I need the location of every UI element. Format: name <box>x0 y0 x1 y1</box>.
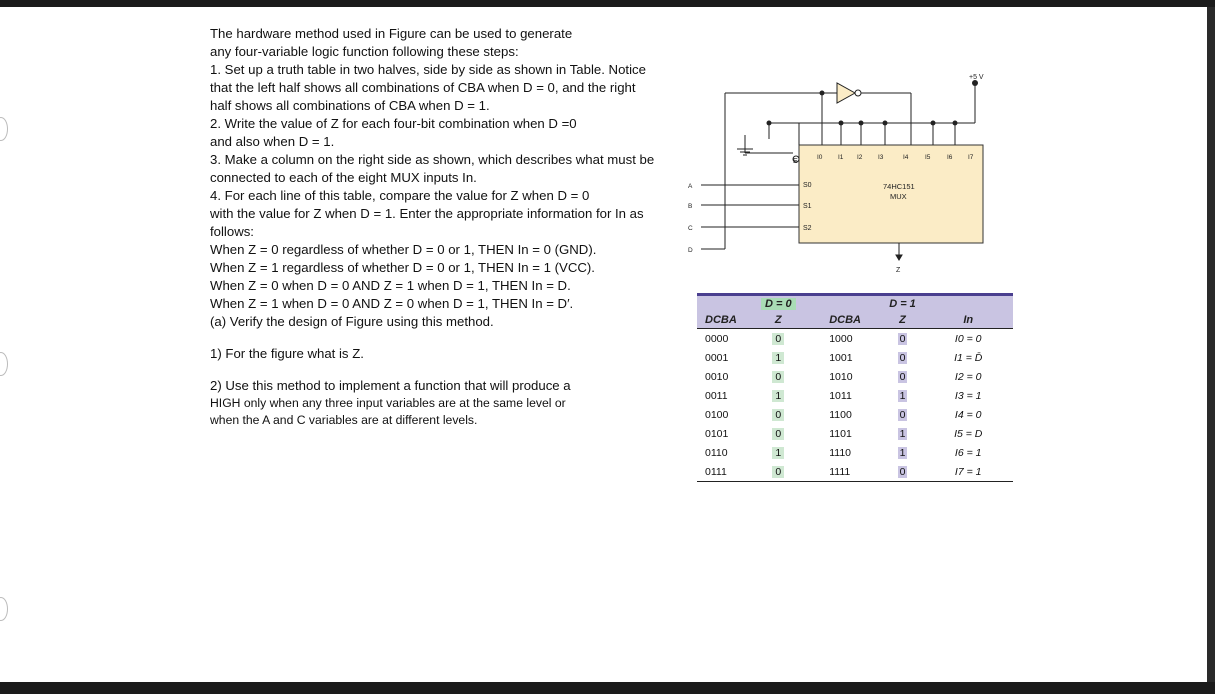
step-3: connected to each of the eight MUX inputs In. <box>210 170 477 185</box>
table-cell: I5 = D <box>954 427 983 440</box>
table-cell: 0 <box>772 409 784 421</box>
table-cell: 0 <box>899 351 906 364</box>
table-cell: 1011 <box>829 389 852 402</box>
table-cell: 1 <box>899 446 906 459</box>
group-d0-label: D = 0 <box>761 298 796 310</box>
step-1: 1. Set up a truth table in two halves, side by side as shown in Table. Notice <box>210 62 646 77</box>
table-cell: I6 = 1 <box>954 446 982 459</box>
column-header: Z <box>899 314 906 326</box>
table-cell: 0001 <box>705 351 729 364</box>
table-cell: I0 = 0 <box>954 332 982 345</box>
table-row <box>697 443 1013 462</box>
question-2: when the A and C variables are at different levels. <box>210 412 478 427</box>
table-row <box>697 329 1013 349</box>
document-page <box>0 7 1207 682</box>
data-label: I2 <box>857 154 863 161</box>
chip-type: MUX <box>890 192 907 201</box>
table-row <box>697 386 1013 405</box>
truth-table <box>697 293 1013 482</box>
intro-line: any four-variable logic function following these steps: <box>210 44 519 59</box>
intro-line: The hardware method used in Figure can be used to generate <box>210 26 573 41</box>
window-edge <box>1207 7 1215 682</box>
input-label: B <box>688 203 693 210</box>
question-2: 2) Use this method to implement a function that will produce a <box>210 378 571 393</box>
table-cell: 0 <box>772 371 784 383</box>
table-cell: 1110 <box>829 446 852 459</box>
rule: When Z = 0 when D = 0 AND Z = 1 when D = 1, THEN In = D. <box>210 278 571 293</box>
chip-name: 74HC151 <box>883 182 915 191</box>
select-label: S2 <box>803 225 812 232</box>
step-2: and also when D = 1. <box>210 134 335 149</box>
table-cell: 0110 <box>705 446 728 459</box>
table-cell: 1 <box>772 352 784 364</box>
table-cell: 1000 <box>829 332 853 345</box>
table-cell: I1 = D̄ <box>954 351 983 364</box>
table-cell: 0101 <box>705 427 729 440</box>
step-4: with the value for Z when D = 1. Enter the appropriate information for In as <box>210 206 644 221</box>
column-header: DCBA <box>829 314 861 326</box>
table-row <box>697 367 1013 386</box>
table-row <box>697 348 1013 367</box>
input-label: D <box>688 247 693 254</box>
step-3: 3. Make a column on the right side as shown, which describes what must be <box>210 152 655 167</box>
supply-label: +5 V <box>969 74 984 81</box>
data-label: I1 <box>838 154 844 161</box>
table-cell: I3 = 1 <box>954 389 982 402</box>
table-cell: 1 <box>772 390 784 402</box>
table-cell: I4 = 0 <box>954 408 982 421</box>
table-cell: 0011 <box>705 389 728 402</box>
table-cell: 1 <box>899 389 906 402</box>
table-cell: 1010 <box>829 370 853 383</box>
enable-label: E <box>793 158 798 165</box>
data-label: I5 <box>925 154 931 161</box>
column-header: In <box>963 314 974 326</box>
rule: When Z = 0 regardless of whether D = 0 or 1, THEN In = 0 (GND). <box>210 242 597 257</box>
table-cell: 0 <box>772 466 784 478</box>
data-label: I7 <box>968 154 974 161</box>
step-4: 4. For each line of this table, compare the value for Z when D = 0 <box>210 188 590 203</box>
table-cell: 0010 <box>705 370 729 383</box>
column-header: Z <box>774 314 782 326</box>
table-cell: 1 <box>899 427 906 440</box>
table-cell: I2 = 0 <box>954 370 982 383</box>
table-cell: 0111 <box>705 465 727 478</box>
part-a: (a) Verify the design of Figure using this method. <box>210 314 494 329</box>
column-header: DCBA <box>705 314 737 326</box>
table-cell: 1111 <box>829 465 851 478</box>
step-1: that the left half shows all combinations of CBA when D = 0, and the right <box>210 80 636 95</box>
data-label: I3 <box>878 154 884 161</box>
question-2: HIGH only when any three input variables are at the same level or <box>210 396 566 410</box>
table-cell: 0000 <box>705 332 729 345</box>
table-cell: I7 = 1 <box>954 465 982 478</box>
input-label: C <box>688 225 693 232</box>
table-cell: 0 <box>772 333 784 345</box>
table-row <box>697 405 1013 424</box>
edge-binding-ring <box>0 352 8 376</box>
table-cell: 0 <box>772 428 784 440</box>
question-1: 1) For the figure what is Z. <box>210 346 364 361</box>
edge-binding-ring <box>0 117 8 141</box>
output-label: Z <box>896 267 901 274</box>
select-label: S0 <box>803 182 812 189</box>
select-label: S1 <box>803 203 812 210</box>
problem-text <box>210 25 680 428</box>
step-1: half shows all combinations of CBA when D = 1. <box>210 98 490 113</box>
edge-binding-ring <box>0 597 8 621</box>
group-d1-label: D = 1 <box>885 298 920 310</box>
table-cell: 1100 <box>829 408 852 421</box>
table-cell: 0100 <box>705 408 729 421</box>
data-label: I4 <box>903 154 909 161</box>
table-row <box>697 424 1013 443</box>
mux-circuit-diagram <box>685 69 1015 283</box>
step-2: 2. Write the value of Z for each four-bit combination when D =0 <box>210 116 577 131</box>
table-cell: 0 <box>899 408 906 421</box>
table-cell: 0 <box>899 465 906 478</box>
table-cell: 0 <box>899 370 906 383</box>
table-row <box>697 462 1013 482</box>
table-cell: 1 <box>772 447 784 459</box>
step-4: follows: <box>210 224 254 239</box>
input-label: A <box>688 183 693 190</box>
table-cell: 1101 <box>829 427 852 440</box>
table-cell: 0 <box>899 332 906 345</box>
rule: When Z = 1 regardless of whether D = 0 or 1, THEN In = 1 (VCC). <box>210 260 595 275</box>
data-label: I0 <box>817 154 823 161</box>
table-cell: 1001 <box>829 351 853 364</box>
data-label: I6 <box>947 154 953 161</box>
rule: When Z = 1 when D = 0 AND Z = 0 when D = 1, THEN In = D′. <box>210 296 574 311</box>
